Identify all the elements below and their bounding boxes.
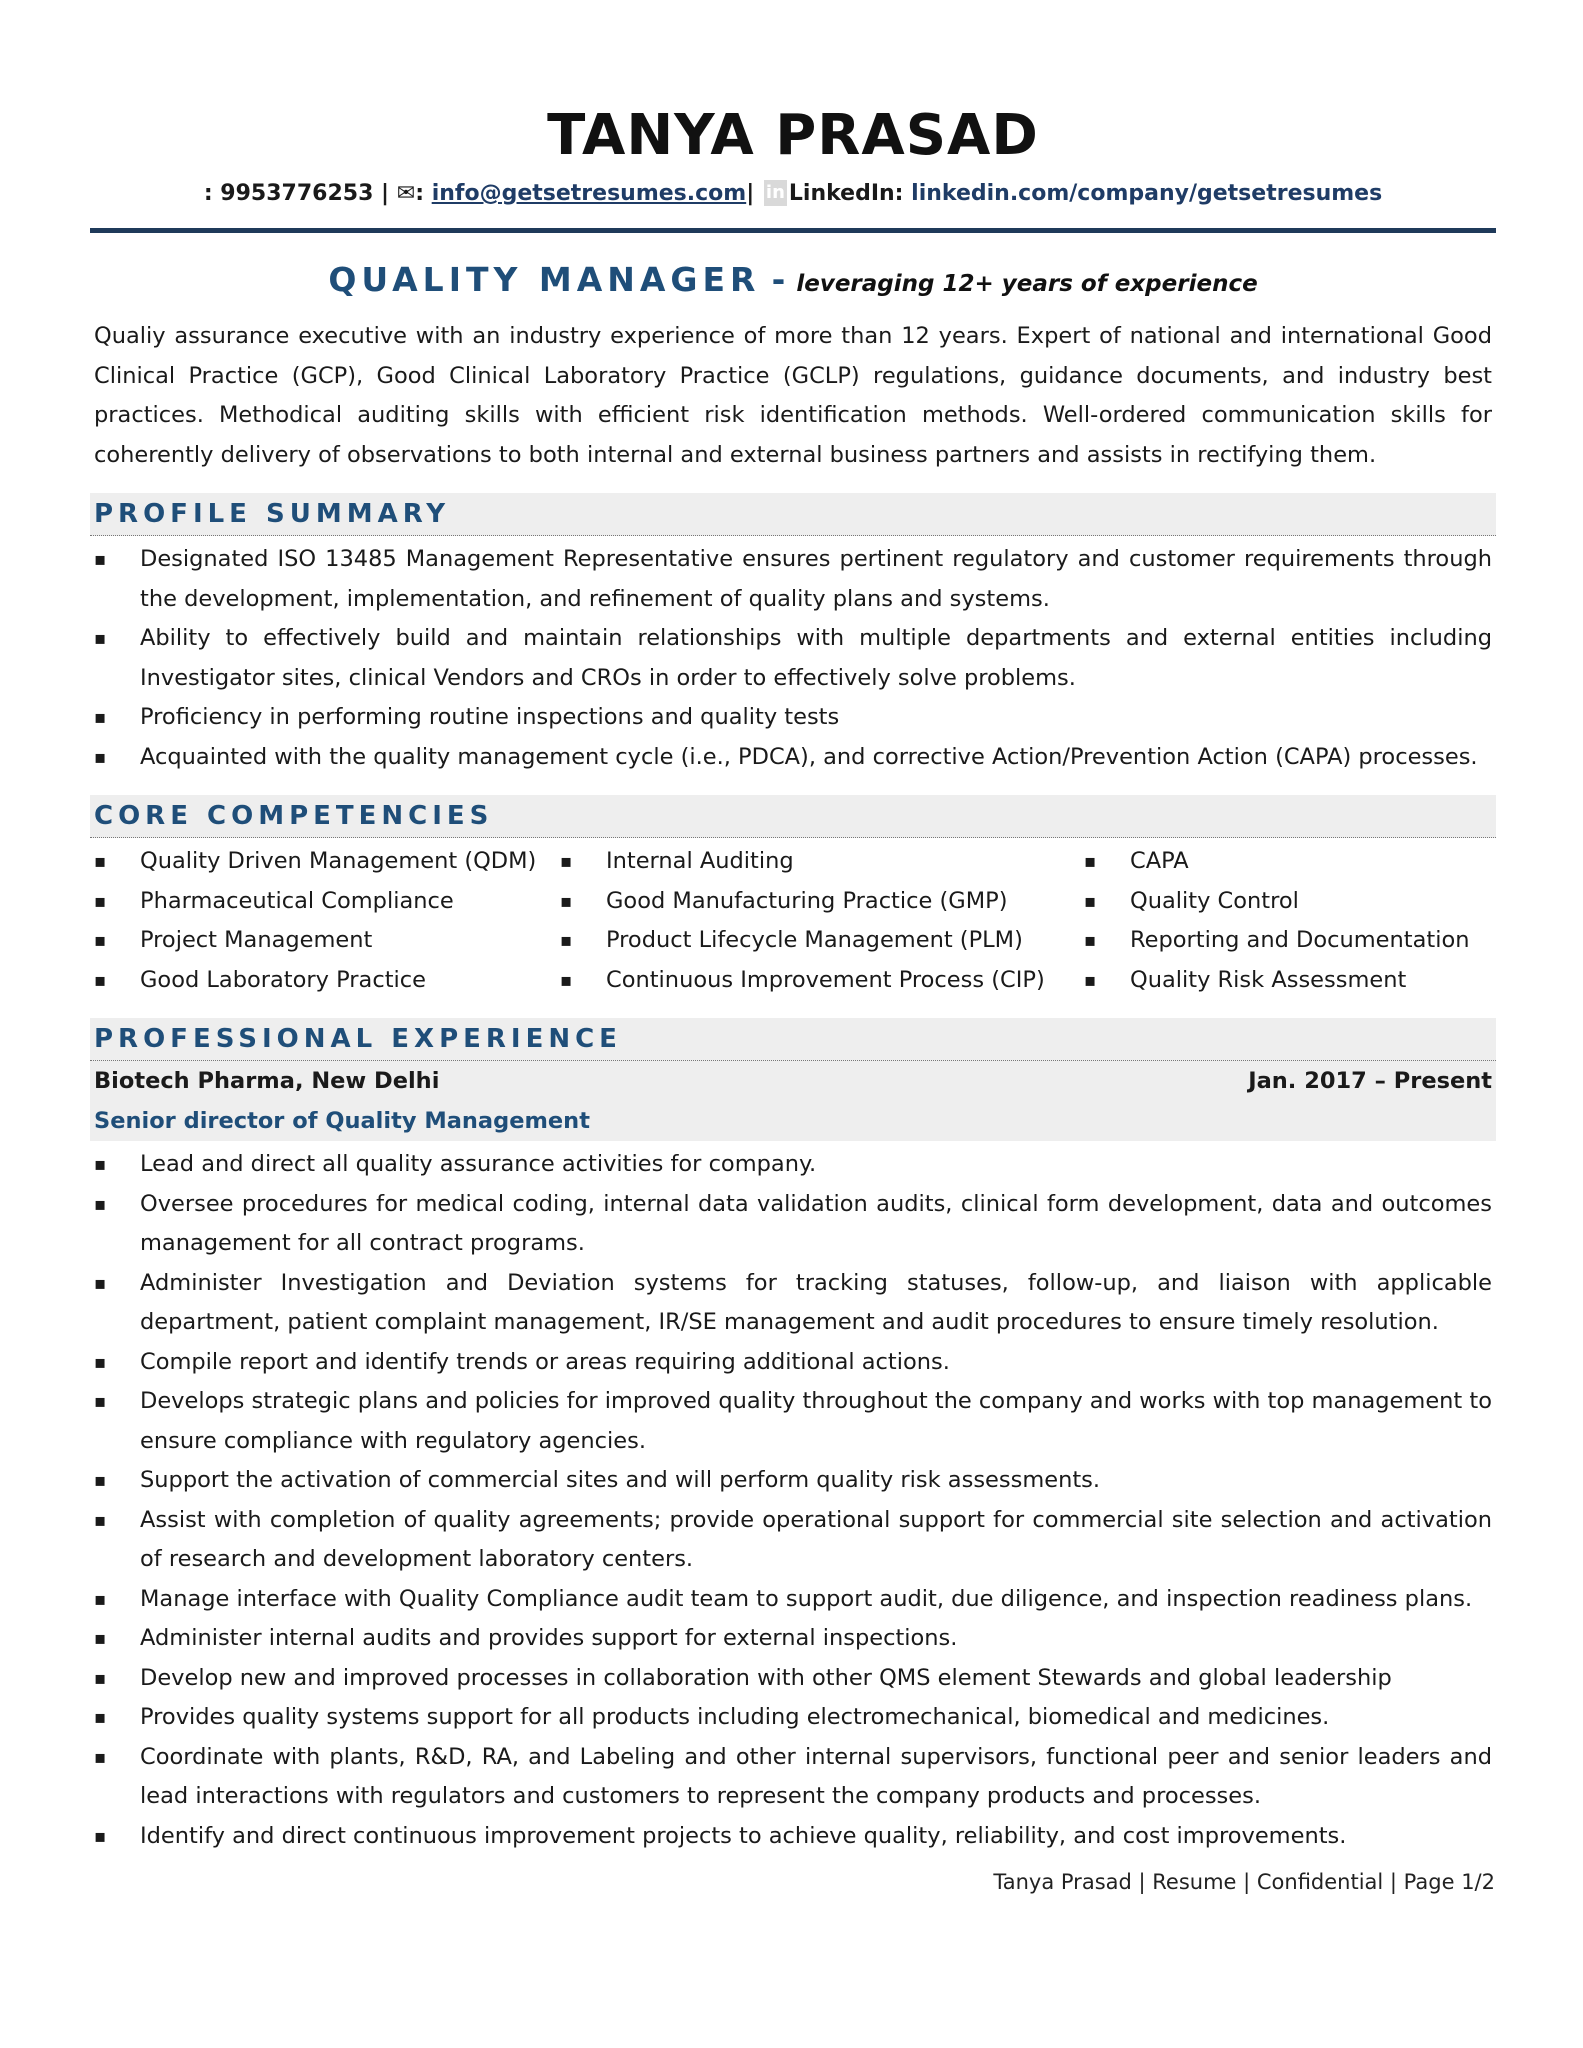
list-item: ▪ Oversee procedures for medical coding, internal data validation audits, clinical form development, data and outcomes management for all contract programs. (94, 1185, 1492, 1264)
header-divider (90, 228, 1496, 233)
list-item: ▪ Support the activation of commercial sites and will perform quality risk assessments. (94, 1461, 1492, 1501)
competencies-column (1084, 842, 1500, 1000)
summary-paragraph: Qualiy assurance executive with an industry experience of more than 12 years. Expert of national and international Good Clinical Practice (GCP), Good Clinical Laboratory Practice (GCLP) regulations, guidance documents, and industry best practices. Methodical auditing skills with efficient risk identification methods. Well-ordered communication skills for coherently delivery of observations to both internal and external business partners and assists in rectifying them. (94, 323, 1492, 468)
job-role: Senior director of Quality Management (94, 1108, 590, 1134)
list-item: ▪ Lead and direct all quality assurance activities for company. (94, 1145, 1492, 1185)
list-item: ▪ Develop new and improved processes in collaboration with other QMS element Stewards and global leadership (94, 1659, 1492, 1699)
list-item: ▪ Quality Driven Management (QDM) (94, 842, 560, 882)
list-item: ▪ Ability to effectively build and maintain relationships with multiple departments and external entities including Investigator sites, clinical Vendors and CROs in order to effectively solve problems. (94, 619, 1492, 698)
job-title: QUALITY MANAGER (328, 260, 761, 299)
resume-page (90, 100, 1496, 1856)
list-item: ▪ Continuous Improvement Process (CIP) (560, 961, 1084, 1001)
competencies-column (560, 842, 1084, 1000)
email-link[interactable]: info@getsetresumes.com (431, 181, 747, 206)
section-profile-summary (90, 493, 1496, 536)
headline-dash: - (771, 260, 786, 299)
separator: | (746, 181, 755, 206)
section-heading: CORE COMPETENCIES (94, 801, 494, 831)
email-label: : (415, 181, 425, 206)
job-dates: Jan. 2017 – Present (1248, 1068, 1492, 1094)
phone-label: : (203, 181, 213, 206)
list-item: ▪ Quality Control (1084, 882, 1500, 922)
list-item: ▪ Administer Investigation and Deviation systems for tracking statuses, follow-up, and liaison with applicable department, patient complaint management, IR/SE management and audit procedures to ensure timely resolution. (94, 1264, 1492, 1343)
contact-line (90, 178, 1496, 210)
headline-tagline: leveraging 12+ years of experience (796, 271, 1258, 297)
list-item: ▪ Develops strategic plans and policies for improved quality throughout the company and works with top management to ensure compliance with regulatory agencies. (94, 1382, 1492, 1461)
competencies-column (94, 842, 560, 1000)
page-footer: Tanya Prasad | Resume | Confidential | Page 1/2 (993, 1870, 1495, 1894)
linkedin-icon: in (764, 180, 787, 206)
separator: | (381, 181, 390, 206)
list-item: ▪ Compile report and identify trends or areas requiring additional actions. (94, 1343, 1492, 1383)
list-item: ▪ Good Manufacturing Practice (GMP) (560, 882, 1084, 922)
list-item: ▪ CAPA (1084, 842, 1500, 882)
profile-summary-list (94, 540, 1492, 777)
list-item: ▪ Assist with completion of quality agreements; provide operational support for commercial site selection and activation of research and development laboratory centers. (94, 1501, 1492, 1580)
candidate-name: TANYA PRASAD (547, 103, 1039, 168)
linkedin-link[interactable]: linkedin.com/company/getsetresumes (911, 181, 1383, 206)
section-heading: PROFILE SUMMARY (94, 499, 451, 529)
headline (90, 257, 1496, 309)
section-professional-experience (90, 1018, 1496, 1061)
list-item: ▪ Internal Auditing (560, 842, 1084, 882)
job-header (90, 1061, 1496, 1141)
list-item: ▪ Designated ISO 13485 Management Representative ensures pertinent regulatory and customer requirements through the development, implementation, and refinement of quality plans and systems. (94, 540, 1492, 619)
list-item: ▪ Provides quality systems support for all products including electromechanical, biomedical and medicines. (94, 1698, 1492, 1738)
list-item: ▪ Quality Risk Assessment (1084, 961, 1500, 1001)
list-item: ▪ Manage interface with Quality Compliance audit team to support audit, due diligence, and inspection readiness plans. (94, 1580, 1492, 1620)
list-item: ▪ Coordinate with plants, R&D, RA, and Labeling and other internal supervisors, functional peer and senior leaders and lead interactions with regulators and customers to represent the company products and processes. (94, 1738, 1492, 1817)
list-item: ▪ Pharmaceutical Compliance (94, 882, 560, 922)
envelope-icon: ✉ (396, 181, 416, 206)
list-item: ▪ Product Lifecycle Management (PLM) (560, 921, 1084, 961)
list-item: ▪ Good Laboratory Practice (94, 961, 560, 1001)
competencies-grid (94, 842, 1496, 1000)
list-item: ▪ Acquainted with the quality management cycle (i.e., PDCA), and corrective Action/Prevention Action (CAPA) processes. (94, 738, 1492, 778)
section-core-competencies (90, 795, 1496, 838)
list-item: ▪ Project Management (94, 921, 560, 961)
list-item: ▪ Proficiency in performing routine inspections and quality tests (94, 698, 1492, 738)
linkedin-label: LinkedIn: (788, 181, 904, 206)
experience-list (94, 1145, 1492, 1856)
company-name: Biotech Pharma, New Delhi (94, 1068, 440, 1094)
list-item: ▪ Reporting and Documentation (1084, 921, 1500, 961)
list-item: ▪ Identify and direct continuous improvement projects to achieve quality, reliability, and cost improvements. (94, 1817, 1492, 1857)
section-heading: PROFESSIONAL EXPERIENCE (94, 1024, 622, 1054)
job-company-row (94, 1061, 1492, 1101)
phone-number: 9953776253 (220, 181, 374, 206)
list-item: ▪ Administer internal audits and provides support for external inspections. (94, 1619, 1492, 1659)
